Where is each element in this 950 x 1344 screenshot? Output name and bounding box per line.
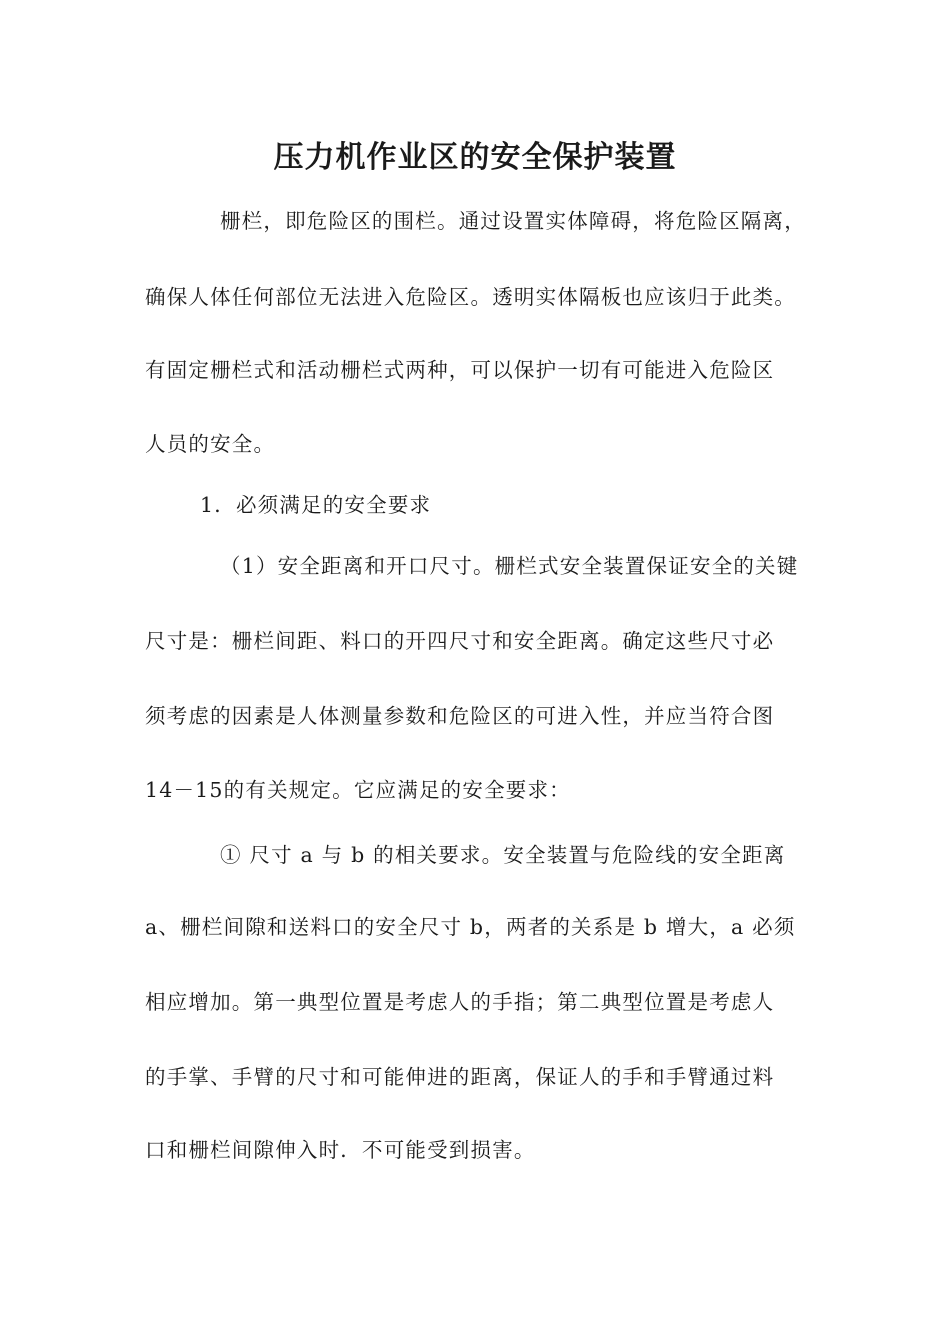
paragraph-line: 的手掌、手臂的尺寸和可能伸进的距离，保证人的手和手臂通过料 bbox=[145, 1065, 775, 1089]
paragraph-line: 栅栏，即危险区的围栏。通过设置实体障碍，将危险区隔离， bbox=[220, 209, 806, 233]
paragraph-line: （1）安全距离和开口尺寸。栅栏式安全装置保证安全的关键 bbox=[220, 554, 799, 578]
paragraph-line: 人员的安全。 bbox=[145, 432, 276, 456]
paragraph-line: 确保人体任何部位无法进入危险区。透明实体隔板也应该归于此类。 bbox=[145, 285, 796, 309]
paragraph-line: ① 尺寸 a 与 b 的相关要求。安全装置与危险线的安全距离 bbox=[220, 843, 786, 867]
paragraph-line: 14－15的有关规定。它应满足的安全要求： bbox=[145, 778, 571, 802]
document-title: 压力机作业区的安全保护装置 bbox=[273, 140, 677, 175]
section-heading: 1．必须满足的安全要求 bbox=[200, 493, 432, 517]
paragraph-line: 口和栅栏间隙伸入时．不可能受到损害。 bbox=[145, 1138, 536, 1162]
paragraph-line: 相应增加。第一典型位置是考虑人的手指；第二典型位置是考虑人 bbox=[145, 990, 775, 1014]
paragraph-line: 尺寸是：栅栏间距、料口的开四尺寸和安全距离。确定这些尺寸必 bbox=[145, 629, 775, 653]
paragraph-line: 须考虑的因素是人体测量参数和危险区的可进入性，并应当符合图 bbox=[145, 704, 775, 728]
paragraph-line: 有固定栅栏式和活动栅栏式两种，可以保护一切有可能进入危险区 bbox=[145, 358, 775, 382]
paragraph-line: a、栅栏间隙和送料口的安全尺寸 b，两者的关系是 b 增大，a 必须 bbox=[145, 915, 796, 939]
